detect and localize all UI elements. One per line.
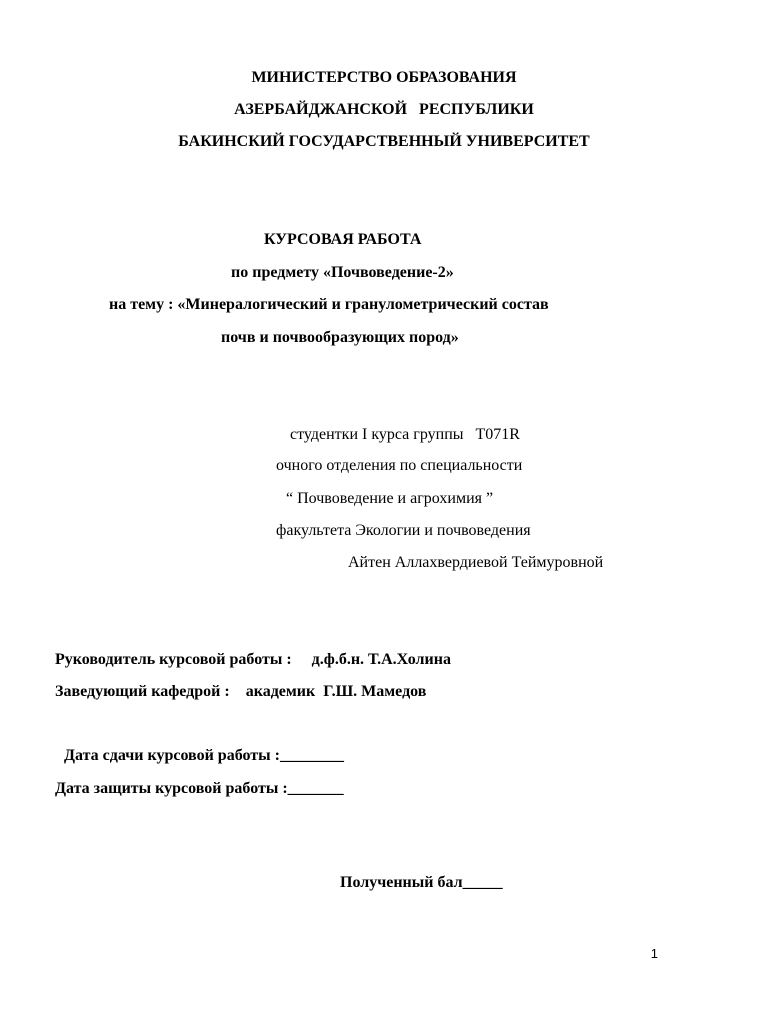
department-head-line: Заведующий кафедрой : академик Г.Ш. Мамедов bbox=[55, 683, 427, 700]
student-line-2: очного отделения по специальности bbox=[276, 457, 523, 474]
work-topic-line-2: почв и почвообразующих пород» bbox=[221, 329, 459, 346]
student-line-1: студентки I курса группы T071R bbox=[290, 426, 520, 443]
ministry-title: МИНИСТЕРСТВО ОБРАЗОВАНИЯ bbox=[251, 69, 517, 86]
submission-date-line: Дата сдачи курсовой работы :________ bbox=[64, 747, 344, 764]
work-topic-line-1: на тему : «Минералогический и гранулометрический состав bbox=[109, 296, 549, 313]
student-line-4: факультета Экологии и почвоведения bbox=[276, 522, 531, 539]
student-name: Айтен Аллахвердиевой Теймуровной bbox=[348, 554, 604, 571]
supervisor-line: Руководитель курсовой работы : д.ф.б.н. Т.А.Холина bbox=[55, 651, 451, 668]
student-line-3: “ Почвоведение и агрохимия ” bbox=[286, 490, 494, 507]
work-type: КУРСОВАЯ РАБОТА bbox=[264, 231, 422, 248]
republic-title: АЗЕРБАЙДЖАНСКОЙ РЕСПУБЛИКИ bbox=[234, 101, 534, 118]
work-subject: по предмету «Почвоведение-2» bbox=[231, 264, 454, 281]
defense-date-line: Дата защиты курсовой работы :_______ bbox=[55, 780, 344, 797]
page-number: 1 bbox=[650, 946, 658, 961]
grade-line: Полученный бал_____ bbox=[340, 874, 503, 891]
university-title: БАКИНСКИЙ ГОСУДАРСТВЕННЫЙ УНИВЕРСИТЕТ bbox=[178, 133, 590, 150]
